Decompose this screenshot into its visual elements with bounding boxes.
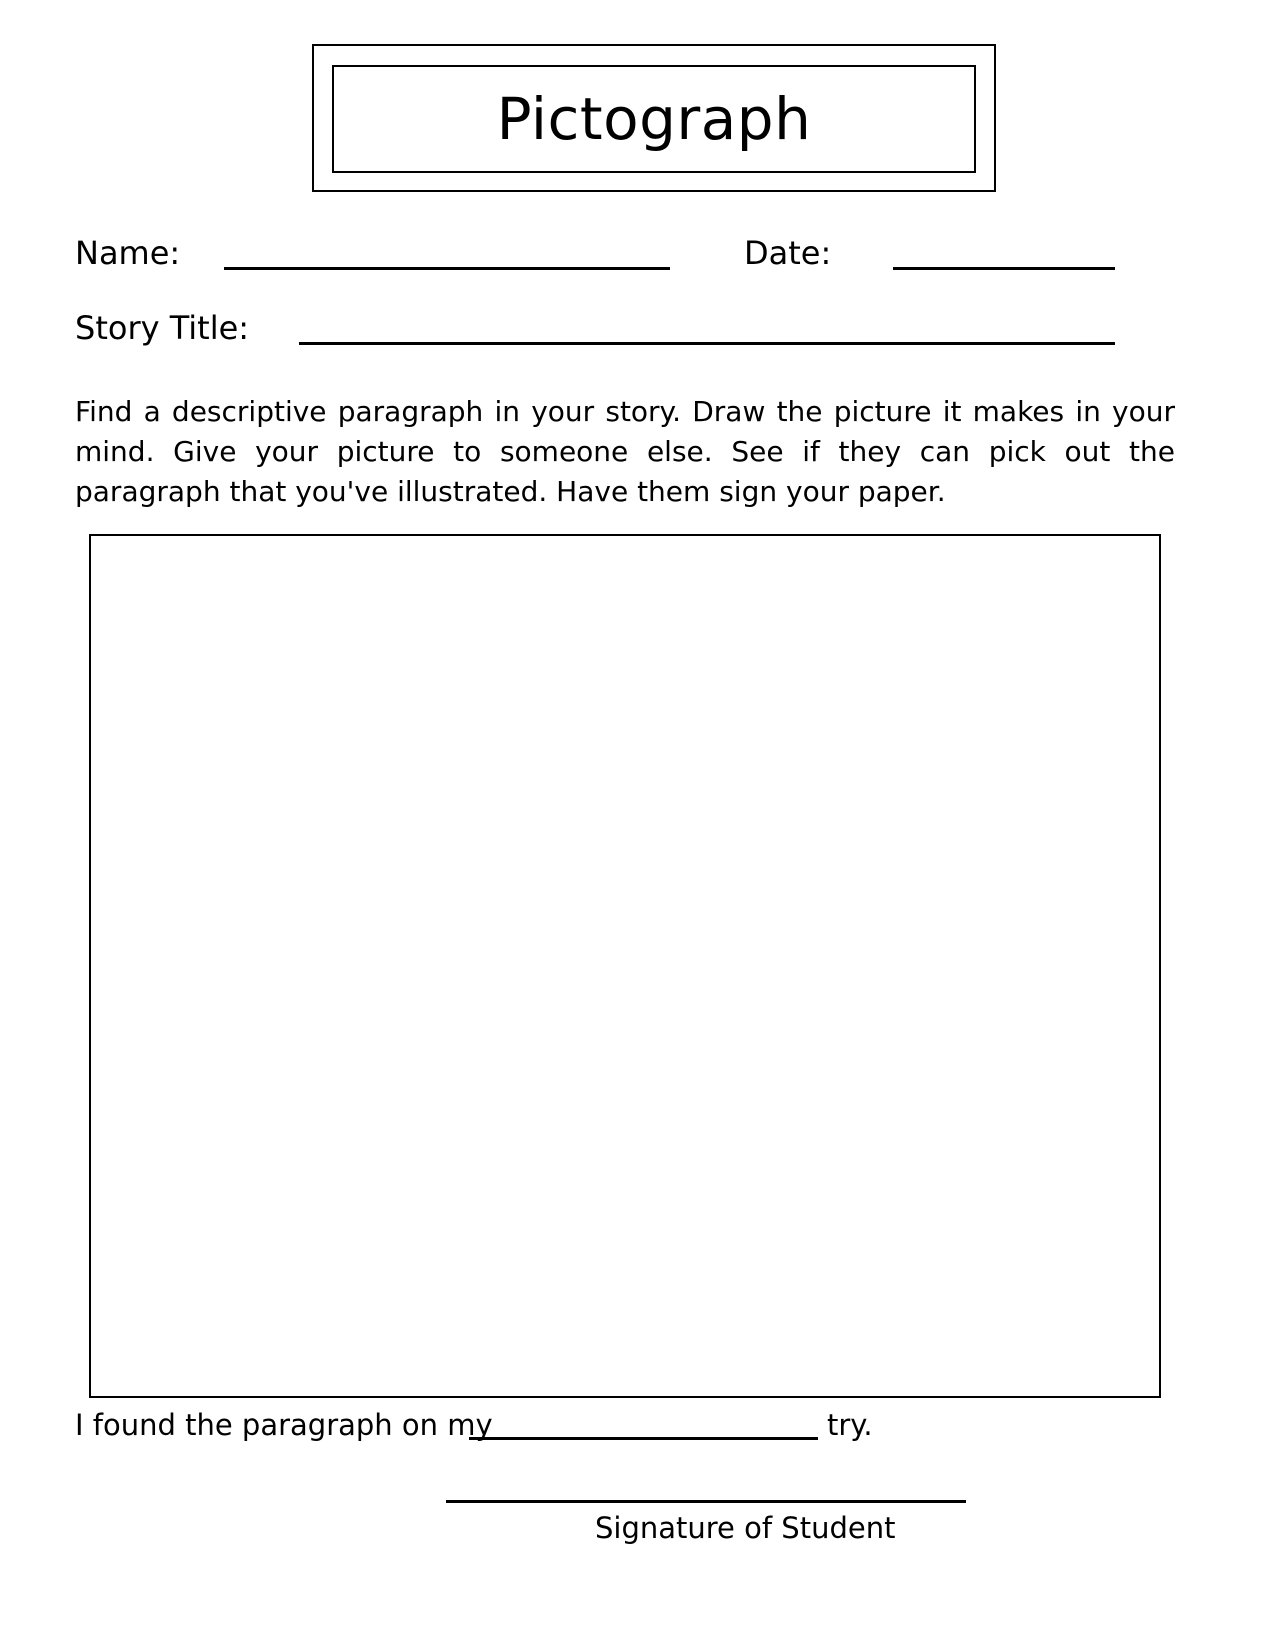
- instructions-paragraph: Find a descriptive paragraph in your story. Draw the picture it makes in your mind. Give your picture to someone else. See if they can pick out the paragraph that you've illustrated. Have them sign your paper.: [75, 395, 1175, 508]
- drawing-area[interactable]: [89, 534, 1161, 1398]
- attempt-field[interactable]: [469, 1437, 818, 1440]
- name-field[interactable]: [224, 267, 670, 270]
- date-field[interactable]: [893, 267, 1115, 270]
- signature-caption: Signature of Student: [595, 1511, 896, 1545]
- found-suffix: try.: [827, 1408, 873, 1442]
- page-title: Pictograph: [496, 85, 812, 153]
- story-title-label: Story Title:: [75, 309, 250, 347]
- story-title-field[interactable]: [299, 342, 1115, 345]
- title-frame-inner: [332, 65, 976, 173]
- found-prefix: I found the paragraph on my: [75, 1408, 493, 1442]
- name-label: Name:: [75, 234, 181, 272]
- signature-line[interactable]: [446, 1500, 966, 1503]
- date-label: Date:: [744, 234, 832, 272]
